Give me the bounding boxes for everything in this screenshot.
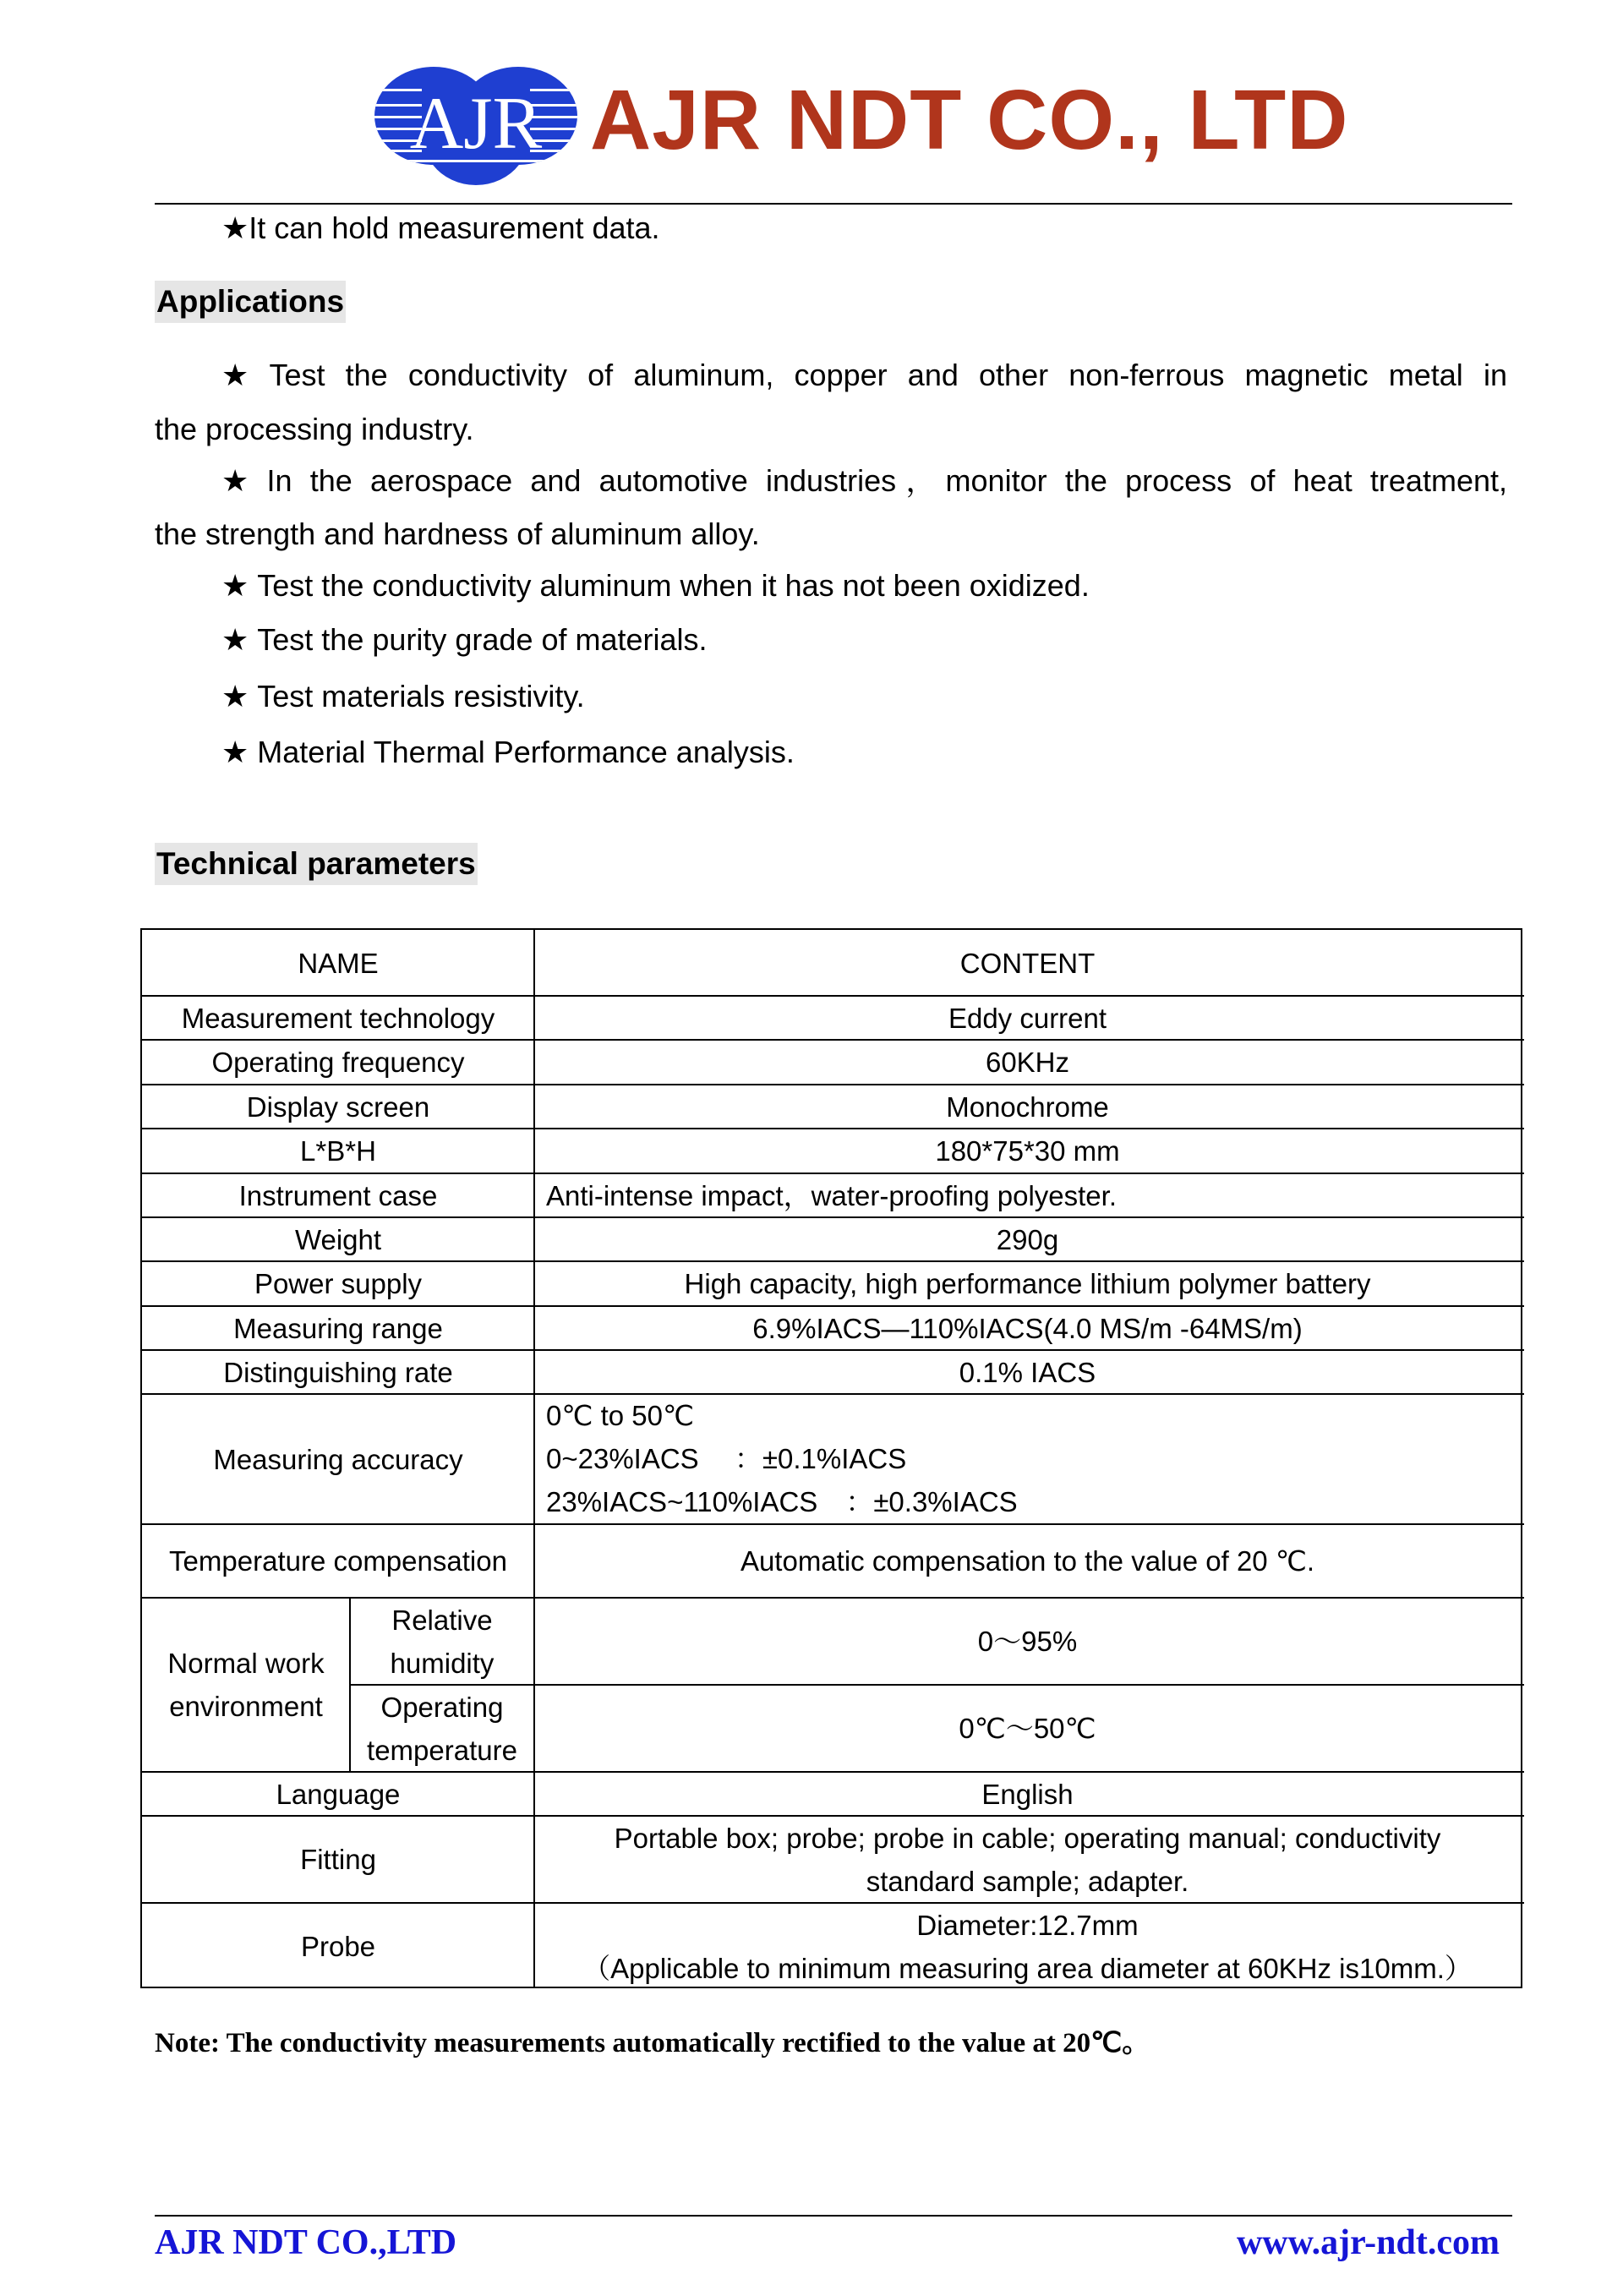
- application-item: ★ Test the purity grade of materials.: [221, 622, 708, 657]
- table-cell-content: [534, 1903, 1521, 1990]
- application-item-continuation: the processing industry.: [155, 412, 474, 446]
- content-line: 0~23%IACS ：±0.1%IACS: [546, 1443, 907, 1474]
- content-line: Portable box; probe; probe in cable; operating manual; conductivity: [614, 1822, 1441, 1854]
- note-text: Note: The conductivity measurements automatically rectified to the value at 20℃。: [155, 2028, 1150, 2058]
- table-cell-content: 0℃～50℃: [959, 1713, 1096, 1744]
- content-line: 23%IACS~110%IACS ：±0.3%IACS: [546, 1486, 1018, 1517]
- table-cell-content: 60KHz: [985, 1047, 1070, 1078]
- table-cell-content: 0～95%: [977, 1626, 1078, 1657]
- table-cell-name: Measuring range: [233, 1312, 443, 1344]
- table-cell-subname: Relative humidity: [390, 1604, 495, 1679]
- ajr-logo-icon: [373, 63, 579, 186]
- application-item: ★ Material Thermal Performance analysis.: [221, 735, 795, 769]
- column-header-name: NAME: [298, 947, 379, 979]
- star-icon: ★: [221, 358, 261, 392]
- table-cell-content: [534, 1816, 1521, 1903]
- application-item: ★ Test the conductivity aluminum when it has not been oxidized.: [221, 568, 1090, 603]
- star-icon: ★: [221, 679, 249, 713]
- table-cell-content: English: [981, 1778, 1074, 1810]
- table-cell-name: Distinguishing rate: [223, 1356, 453, 1388]
- star-icon: ★: [221, 735, 249, 769]
- content-line: standard sample; adapter.: [866, 1865, 1189, 1897]
- table-cell-content: Eddy current: [948, 1002, 1107, 1034]
- application-item: ★ In the aerospace and automotive industries，monitor the process of heat treatment,: [221, 463, 1507, 498]
- table-cell-content: 290g: [996, 1223, 1059, 1255]
- table-cell-content: [534, 1394, 1521, 1524]
- star-icon: ★: [221, 622, 249, 657]
- table-cell-name: Probe: [300, 1931, 376, 1962]
- table-cell-name: Instrument case: [238, 1179, 438, 1211]
- table-subcolumn-divider: [349, 1598, 351, 1772]
- footer-divider: [155, 2215, 1512, 2217]
- applications-heading: Applications: [155, 281, 346, 323]
- application-item-continuation: the strength and hardness of aluminum alloy.: [155, 517, 760, 551]
- footer-company: AJR NDT CO.,LTD: [155, 2223, 457, 2262]
- table-cell-name: L*B*H: [300, 1135, 376, 1167]
- star-icon: ★: [221, 463, 259, 498]
- content-line: 0℃ to 50℃: [546, 1400, 695, 1431]
- table-cell-content: Monochrome: [946, 1091, 1109, 1123]
- table-cell-name: Measurement technology: [181, 1002, 495, 1034]
- table-cell-content: Anti-intense impact，water-proofing polyester.: [546, 1179, 1117, 1211]
- table-cell-content: 6.9%IACS—110%IACS(4.0 MS/m -64MS/m): [752, 1312, 1303, 1344]
- footer-url-link[interactable]: www.ajr-ndt.com: [1236, 2223, 1500, 2262]
- content-line: （Applicable to minimum measuring area diameter at 60KHz is10mm.）: [582, 1952, 1473, 1984]
- table-cell-name: Weight: [294, 1223, 382, 1255]
- table-cell-content: High capacity, high performance lithium polymer battery: [684, 1268, 1371, 1299]
- table-cell-name: Normal work environment: [167, 1648, 325, 1722]
- column-header-content: CONTENT: [959, 947, 1096, 979]
- table-cell-subname: Operating temperature: [367, 1691, 517, 1766]
- application-item: ★ Test the conductivity of aluminum, copper and other non-ferrous magnetic metal in: [221, 358, 1507, 392]
- logo-text: AJR: [409, 83, 543, 165]
- table-cell-name: Operating frequency: [211, 1047, 465, 1078]
- technical-parameters-heading: Technical parameters: [155, 843, 478, 885]
- table-cell-name: Fitting: [300, 1844, 376, 1875]
- table-column-divider: [533, 930, 535, 1987]
- table-cell-content: 180*75*30 mm: [935, 1135, 1120, 1167]
- star-icon: ★: [221, 210, 249, 245]
- table-cell-name: Power supply: [254, 1268, 423, 1299]
- star-icon: ★: [221, 568, 249, 603]
- table-cell-content: 0.1% IACS: [959, 1356, 1096, 1388]
- table-cell-name: Temperature compensation: [169, 1545, 507, 1577]
- feature-line: ★It can hold measurement data.: [221, 210, 660, 245]
- company-logo: [373, 63, 579, 186]
- table-cell-name: Measuring accuracy: [213, 1443, 463, 1475]
- table-cell-content: Automatic compensation to the value of 20 ℃.: [740, 1545, 1315, 1577]
- table-cell-name: Language: [276, 1778, 401, 1810]
- header-divider: [155, 203, 1512, 205]
- table-subrow-divider: [350, 1684, 1524, 1686]
- company-name: AJR NDT CO., LTD: [590, 73, 1349, 167]
- content-line: Diameter:12.7mm: [916, 1909, 1139, 1941]
- application-item: ★ Test materials resistivity.: [221, 679, 585, 713]
- technical-parameters-table: [140, 928, 1522, 1988]
- table-cell-name: Display screen: [246, 1091, 430, 1123]
